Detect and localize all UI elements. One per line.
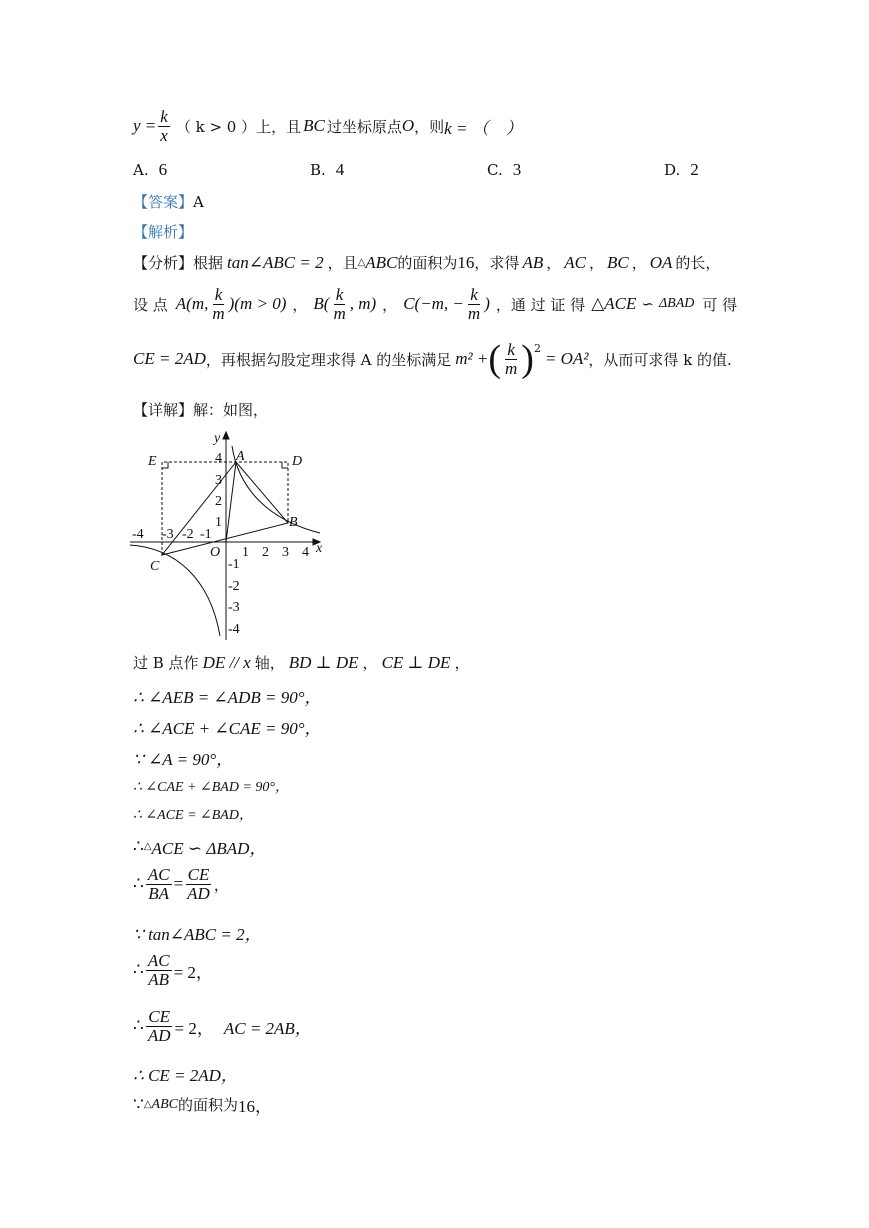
- step-8: ∴ $\frac{AC}{BA}$ = $\frac{CE}{AD}$ ，: [133, 865, 229, 903]
- label-origin: O: [210, 545, 221, 560]
- svg-text:-2: -2: [182, 527, 194, 542]
- svg-text:-2: -2: [228, 579, 240, 594]
- svg-text:-1: -1: [200, 527, 212, 542]
- right-angle-d: [282, 462, 288, 468]
- svg-text:1: 1: [215, 515, 222, 530]
- step-13: ∵ △ ABC 的面积为 16，: [133, 1094, 272, 1116]
- pass-origin-text: 过坐标原点: [326, 117, 402, 136]
- analysis-tag: 【解析】: [133, 223, 194, 241]
- axis-label-x: x: [316, 541, 323, 556]
- option-a: A. 6: [133, 160, 168, 179]
- label-a: A: [236, 449, 245, 464]
- step-3: ∴ ∠ACE + ∠CAE = 90°，: [133, 719, 322, 738]
- svg-text:-3: -3: [162, 527, 174, 542]
- label-e: E: [148, 454, 157, 469]
- triangle-abc: [162, 462, 288, 555]
- right-angle-e: [162, 462, 168, 468]
- hyperbola-branch-1: [232, 446, 320, 533]
- k-equals: k = （ ）: [444, 118, 523, 138]
- step-1: 过 B 点作 DE // x 轴， BD ⊥ DE ， CE ⊥ DE ，: [133, 652, 470, 672]
- step-10: ∴ $\frac{AC}{AB}$ = 2，: [133, 951, 213, 989]
- svg-text:-1: -1: [228, 557, 240, 572]
- step-11: ∴ $\frac{CE}{AD}$ = 2， AC = 2AB，: [133, 1007, 312, 1045]
- detail-line: 【详解】 解：如图，: [133, 401, 269, 419]
- segment-ao: [226, 462, 236, 542]
- origin-o: O: [401, 116, 415, 136]
- answer-value: A: [193, 192, 204, 211]
- option-c: C. 3: [487, 160, 522, 179]
- step-12: ∴ CE = 2AD，: [133, 1066, 238, 1085]
- k-over-x: $\frac{k}{x}$: [160, 107, 168, 145]
- option-d: D. 2: [664, 160, 699, 179]
- svg-text:1: 1: [242, 545, 249, 560]
- axis-label-y: y: [214, 431, 221, 446]
- coordinate-graph: [130, 428, 326, 642]
- label-c: C: [150, 559, 160, 574]
- label-b: B: [289, 515, 298, 530]
- answer-line: [133, 191, 204, 212]
- question-line: [133, 108, 523, 145]
- label-d: D: [292, 454, 303, 469]
- hyperbola-branch-3: [130, 545, 220, 636]
- svg-text:-3: -3: [228, 600, 240, 615]
- svg-text:2: 2: [215, 494, 222, 509]
- step-9: ∵ tan∠ABC = 2，: [133, 925, 262, 944]
- svg-text:3: 3: [282, 545, 289, 560]
- svg-text:-4: -4: [228, 622, 240, 637]
- svg-text:2: 2: [262, 545, 269, 560]
- step-5: ∴ ∠CAE + ∠BAD = 90°，: [133, 780, 290, 795]
- svg-text:-4: -4: [132, 527, 144, 542]
- analysis-line-1: 【分析】 根据 tan∠ABC = 2 ，且 △ ABC 的面积为 16 ，求得 AB ， AC ， BC ， OA 的长，: [133, 252, 721, 272]
- step-7: ∴ △ ACE ∽ ΔBAD，: [133, 836, 267, 858]
- step-4: ∵ ∠A = 90°，: [133, 750, 234, 769]
- answer-tag: 【答案】: [133, 193, 194, 211]
- then-text: ，则: [414, 117, 445, 136]
- svg-text:4: 4: [302, 545, 309, 560]
- option-b: B. 4: [310, 160, 345, 179]
- step-6: ∴ ∠ACE = ∠BAD，: [133, 808, 253, 823]
- analysis-line-3: CE = 2AD ，再根据勾股定理求得 A 的坐标满足 m² + ( $\frac{k}{m}$ ) $^2$ = OA² ，从而可求得 k 的值.: [133, 338, 732, 380]
- y-equals: y =: [133, 116, 157, 136]
- analysis-line-2: 设 点 A(m, $\frac{k}{m}$ )(m > 0) ， B( $\frac{k}{m}$ , m) ， C(−m, − $\frac{k}{m}$ ) ，通 过 证 得 △ACE ∽ ΔBAD 可 得: [133, 285, 738, 323]
- y-axis-arrow: [223, 432, 229, 439]
- svg-text:4: 4: [215, 451, 222, 466]
- condition-text: （ k > 0 ）上，且: [175, 117, 302, 136]
- svg-text:3: 3: [215, 473, 222, 488]
- bc-segment: BC: [303, 116, 325, 136]
- step-2: ∴ ∠AEB = ∠ADB = 90°，: [133, 688, 322, 707]
